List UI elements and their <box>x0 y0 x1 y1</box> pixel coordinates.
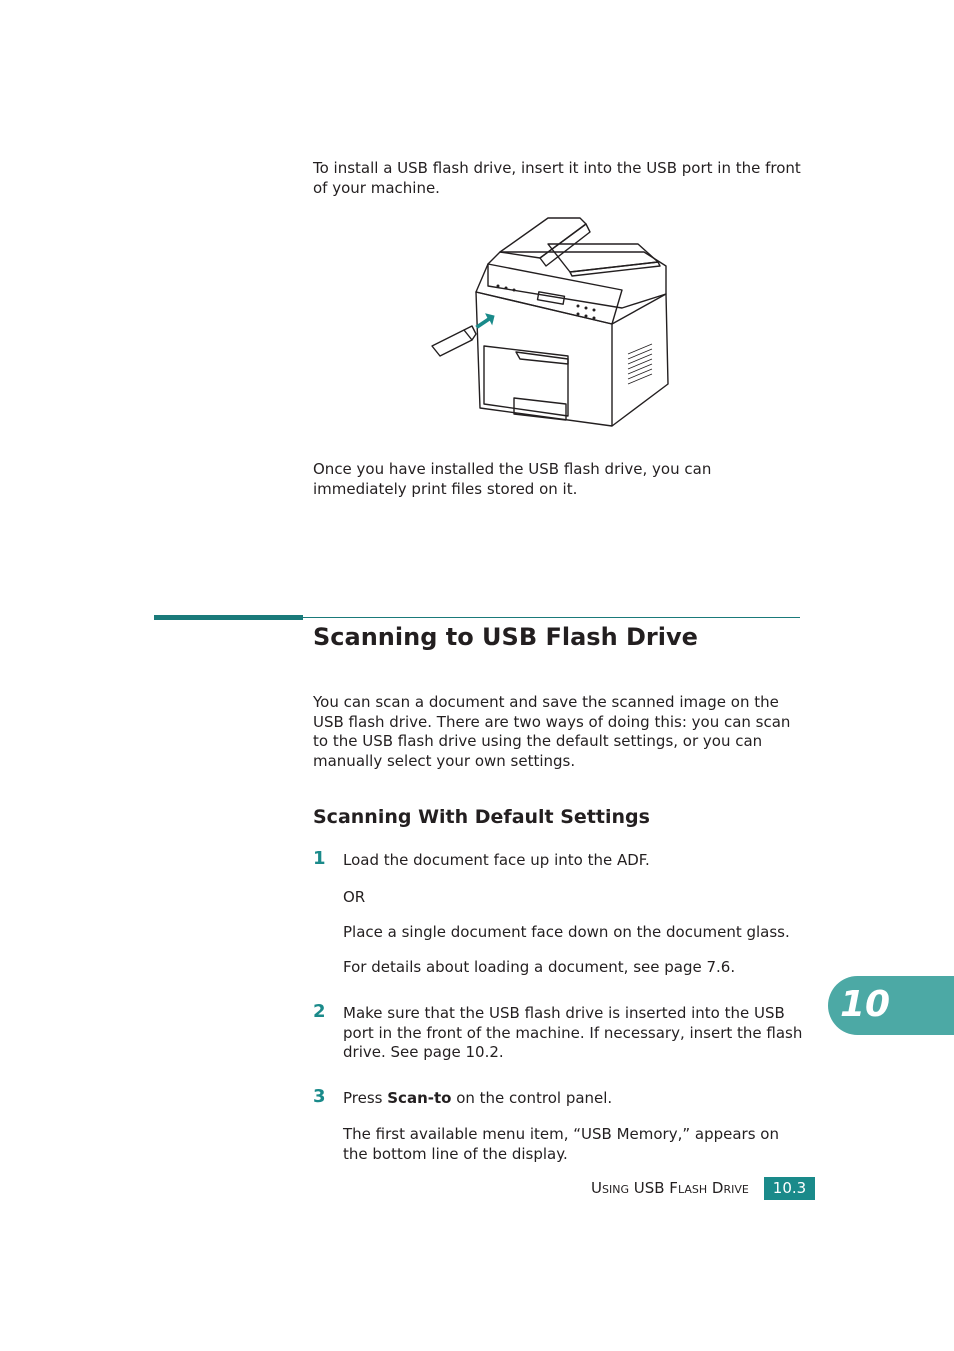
step-1-alt: Place a single document face down on the document glass. <box>343 923 790 941</box>
section-body: You can scan a document and save the scanned image on the USB flash drive. There are two ways of doing this: you can scan to the USB flash drive using the default settings, or you can manually select your own settings. <box>313 693 791 770</box>
footer-title <box>591 1179 749 1197</box>
footer-title-part: USB F <box>628 1179 678 1197</box>
section-rule-thin <box>303 617 800 618</box>
footer-title-part: LASH <box>677 1183 708 1196</box>
step-2-number: 2 <box>313 1001 326 1022</box>
section-heading: Scanning to USB Flash Drive <box>313 623 698 651</box>
step-3-note: The first available menu item, “USB Memory,” appears on the bottom line of the display. <box>343 1125 779 1163</box>
step-2-text: Make sure that the USB flash drive is inserted into the USB port in the front of the machine. If necessary, insert the flash drive. See page 10.2. <box>343 1004 803 1061</box>
step-1-or: OR <box>343 888 366 906</box>
footer-title-part: D <box>707 1179 724 1197</box>
footer-title-part: SING <box>601 1183 629 1196</box>
footer-title-part: RIVE <box>723 1183 749 1196</box>
step-1-number: 1 <box>313 848 326 869</box>
subsection-heading: Scanning With Default Settings <box>313 806 650 828</box>
footer-title-part: U <box>591 1179 602 1197</box>
step-3-suffix: on the control panel. <box>451 1089 613 1107</box>
chapter-tab <box>828 976 954 1035</box>
intro-paragraph: To install a USB flash drive, insert it into the USB port in the front of your machine. <box>313 159 801 197</box>
step-1-details: For details about loading a document, see page 7.6. <box>343 958 736 976</box>
after-figure-paragraph: Once you have installed the USB flash drive, you can immediately print files stored on it. <box>313 460 712 498</box>
section-rule-thick <box>154 615 303 620</box>
footer-page-number: 10.3 <box>764 1177 815 1200</box>
step-1-text: Load the document face up into the ADF. <box>343 851 650 869</box>
scan-to-button-label: Scan-to <box>387 1089 452 1107</box>
printer-usb-illustration <box>428 214 674 442</box>
step-3-text <box>343 1089 803 1109</box>
chapter-number: 10 <box>840 984 891 1025</box>
step-3-number: 3 <box>313 1086 326 1107</box>
step-3-prefix: Press <box>343 1089 388 1107</box>
